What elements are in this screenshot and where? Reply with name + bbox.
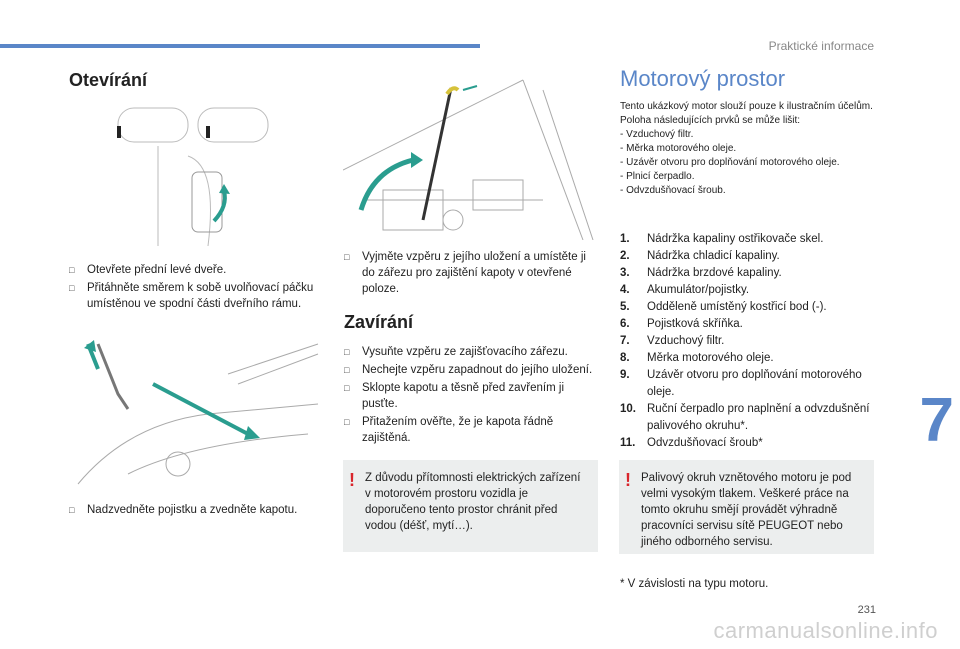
list-item: 9. Uzávěr otvoru pro doplňování motorového oleje. (620, 369, 862, 398)
list-item: - Vzduchový filtr. (620, 129, 694, 140)
list-item: 7. Vzduchový filtr. (620, 335, 725, 347)
motor-title: Motorový prostor (620, 66, 786, 91)
list-item: 11. Odvzdušňovací šroub* (620, 437, 763, 449)
list-item: 2. Nádržka chladicí kapaliny. (620, 250, 780, 262)
opening-steps-c (344, 249, 594, 299)
list-item: □ Přitáhněte směrem k sobě uvolňovací páčku umístěnou ve spodní části dveřního rámu. (69, 282, 314, 310)
list-item: 5. Odděleně umístěný kostřicí bod (-). (620, 301, 827, 313)
list-item: - Měrka motorového oleje. (620, 143, 737, 154)
footnote: * V závislosti na typu motoru. (620, 578, 769, 590)
list-item: □ Nechejte vzpěru zapadnout do jejího uložení. (344, 364, 593, 376)
list-item: □ Vysuňte vzpěru ze zajišťovacího zářezu. (344, 346, 568, 358)
opening-steps-a (69, 262, 319, 314)
hood-latch-illustration (68, 334, 324, 494)
list-item: 3. Nádržka brzdové kapaliny. (620, 267, 782, 279)
list-item: 6. Pojistková skříňka. (620, 318, 743, 330)
list-item: - Uzávěr otvoru pro doplňování motorového oleje. (620, 157, 840, 168)
watermark: carmanualsonline.info (713, 618, 938, 643)
closing-steps (344, 344, 594, 448)
header-bar (0, 44, 480, 48)
list-item: □ Nadzvedněte pojistku a zvedněte kapotu. (69, 504, 298, 516)
list-item: - Odvzdušňovací šroub. (620, 185, 726, 196)
list-item: - Plnicí čerpadlo. (620, 171, 695, 182)
warning-icon: ! (349, 470, 355, 490)
door-lever-illustration (68, 96, 324, 254)
hood-prop-illustration (343, 70, 599, 240)
closing-title: Zavírání (344, 312, 414, 332)
motor-intro: Tento ukázkový motor slouží pouze k ilustračním účelům. Poloha následujících prvků se může lišit: - Vzduchový filtr. - Měrka motorového oleje. - Uzávěr otvoru pro doplňování motorového oleje. - Plnicí čerpadlo. - Odvzdušňovací šroub. (620, 100, 890, 198)
list-item: □ Otevřete přední levé dveře. (69, 264, 227, 276)
list-item: 10. Ruční čerpadlo pro naplnění a odvzdušnění palivového okruhu*. (620, 403, 870, 432)
list-item: 4. Akumulátor/pojistky. (620, 284, 750, 296)
closing-warning: ! Z důvodu přítomnosti elektrických zařízení v motorovém prostoru vozidla je doporučeno tento prostor chránit před vodou (déšť, mytí…). (343, 460, 598, 552)
opening-title: Otevírání (69, 70, 148, 90)
warning-icon: ! (625, 470, 631, 490)
page-number: 231 (857, 604, 876, 616)
motor-items (620, 231, 890, 452)
section-header: Praktické informace (768, 39, 874, 53)
list-item: 8. Měrka motorového oleje. (620, 352, 774, 364)
chapter-number: 7 (919, 386, 954, 455)
fuel-warning: ! Palivový okruh vznětového motoru je pod velmi vysokým tlakem. Veškeré práce na tomto okruhu smějí provádět výhradně pracovníci servisu sítě PEUGEOT nebo jiného odborného servisu. (619, 460, 874, 554)
list-item: □ Vyjměte vzpěru z jejího uložení a umístěte ji do zářezu pro zajištění kapoty v otevřené poloze. (344, 251, 586, 295)
opening-steps-b (69, 502, 319, 520)
list-item: 1. Nádržka kapaliny ostřikovače skel. (620, 233, 824, 245)
list-item: □ Přitažením ověřte, že je kapota řádně zajištěná. (344, 416, 554, 444)
list-item: □ Sklopte kapotu a těsně před zavřením ji pusťte. (344, 382, 565, 410)
